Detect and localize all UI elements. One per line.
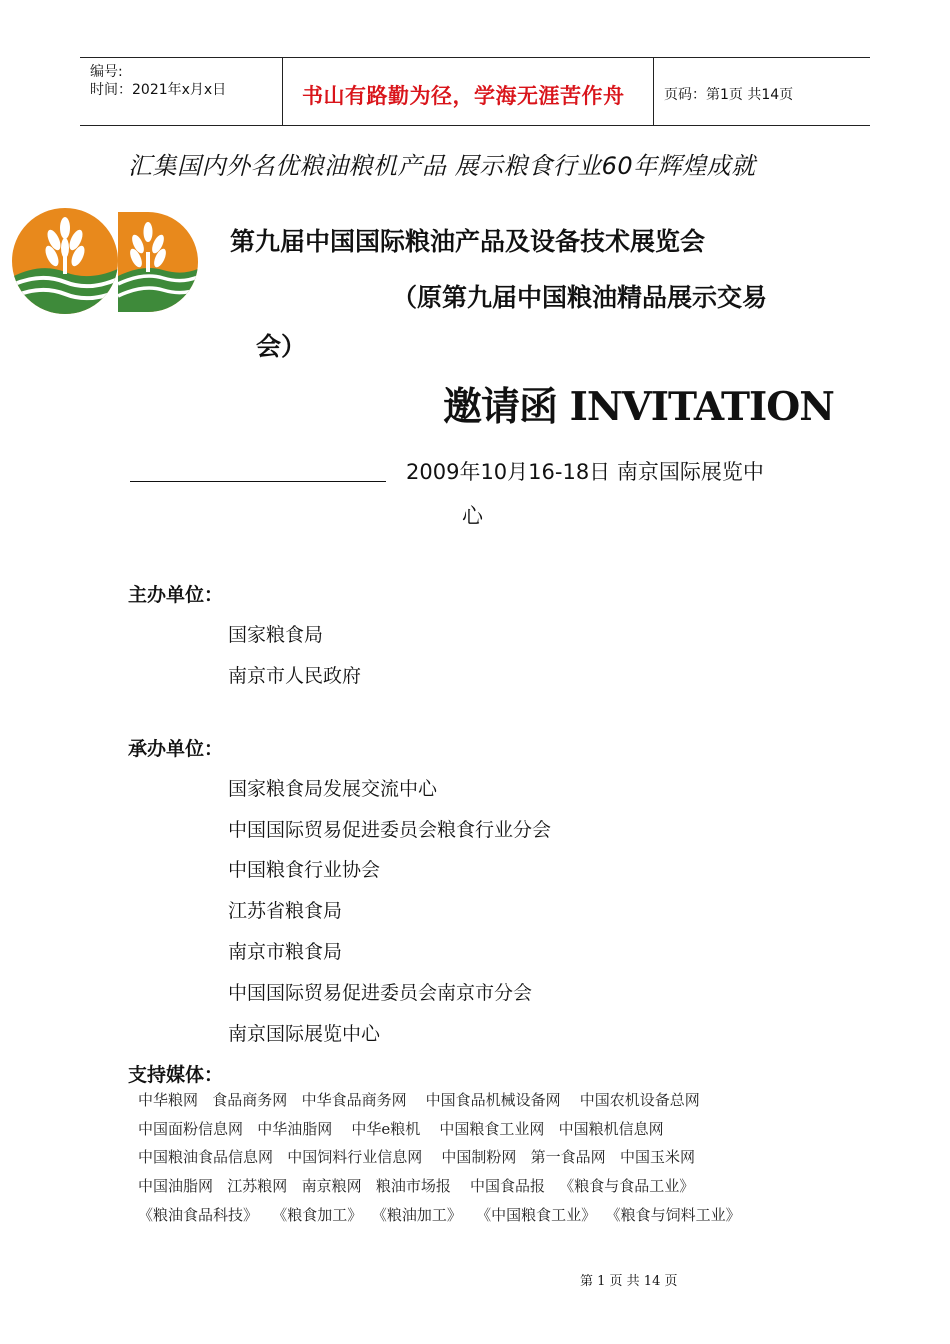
media-line: 中国面粉信息网 中华油脂网 中华e粮机 中国粮食工业网 中国粮机信息网 [138,1120,664,1138]
media-line: 《粮油食品科技》 《粮食加工》 《粮油加工》 《中国粮食工业》 《粮食与饲料工业》 [138,1206,741,1224]
page-footer: 第 1 页 共 14 页 [580,1274,678,1289]
organizer-item: 中国国际贸易促进委员会粮食行业分会 [228,819,552,841]
header-top-rule [80,57,870,58]
slogan: 汇集国内外名优粮油粮机产品 展示粮食行业60年辉煌成就 [128,152,756,180]
exhibition-title: 第九届中国国际粮油产品及设备技术展览会 [230,227,706,256]
organizer-item: 中国粮食行业协会 [228,859,381,881]
organizers-label: 承办单位： [128,738,224,760]
header-page-code: 页码：第1页 共14页 [664,87,794,103]
wheat-logo-icon [118,212,200,312]
media-label: 支持媒体： [128,1064,224,1086]
exhibition-subtitle: （原第九届中国粮油精品展示交易 [392,283,768,312]
exhibition-subtitle-cont: 会） [256,332,307,361]
media-line: 中华粮网 食品商务网 中华食品商务网 中国食品机械设备网 中国农机设备总网 [138,1091,700,1109]
media-line: 中国油脂网 江苏粮网 南京粮网 粮油市场报 中国食品报 《粮食与食品工业》 [138,1177,695,1195]
date-underline [130,481,386,482]
event-venue-cont: 心 [462,504,483,528]
header-divider [653,57,654,126]
wheat-logo-icon [10,206,120,316]
header-motto: 书山有路勤为径，学海无涯苦作舟 [302,84,625,108]
organizer-item: 江苏省粮食局 [228,900,343,922]
header-bottom-rule [80,125,870,126]
organizer-item: 国家粮食局发展交流中心 [228,778,438,800]
organizer-item: 中国国际贸易促进委员会南京市分会 [228,982,533,1004]
hosts-label: 主办单位： [128,584,224,606]
organizer-item: 南京国际展览中心 [228,1023,381,1045]
organizer-item: 南京市粮食局 [228,941,343,963]
invitation-heading: 邀请函 INVITATION [443,384,834,430]
event-date-venue: 2009年10月16-18日 南京国际展览中 [406,460,764,484]
header-number: 编号: [90,64,123,80]
header-divider [282,57,283,126]
host-item: 南京市人民政府 [228,665,362,687]
media-line: 中国粮油食品信息网 中国饲料行业信息网 中国制粉网 第一食品网 中国玉米网 [138,1148,695,1166]
header-time: 时间：2021年x月x日 [90,82,227,98]
host-item: 国家粮食局 [228,624,324,646]
